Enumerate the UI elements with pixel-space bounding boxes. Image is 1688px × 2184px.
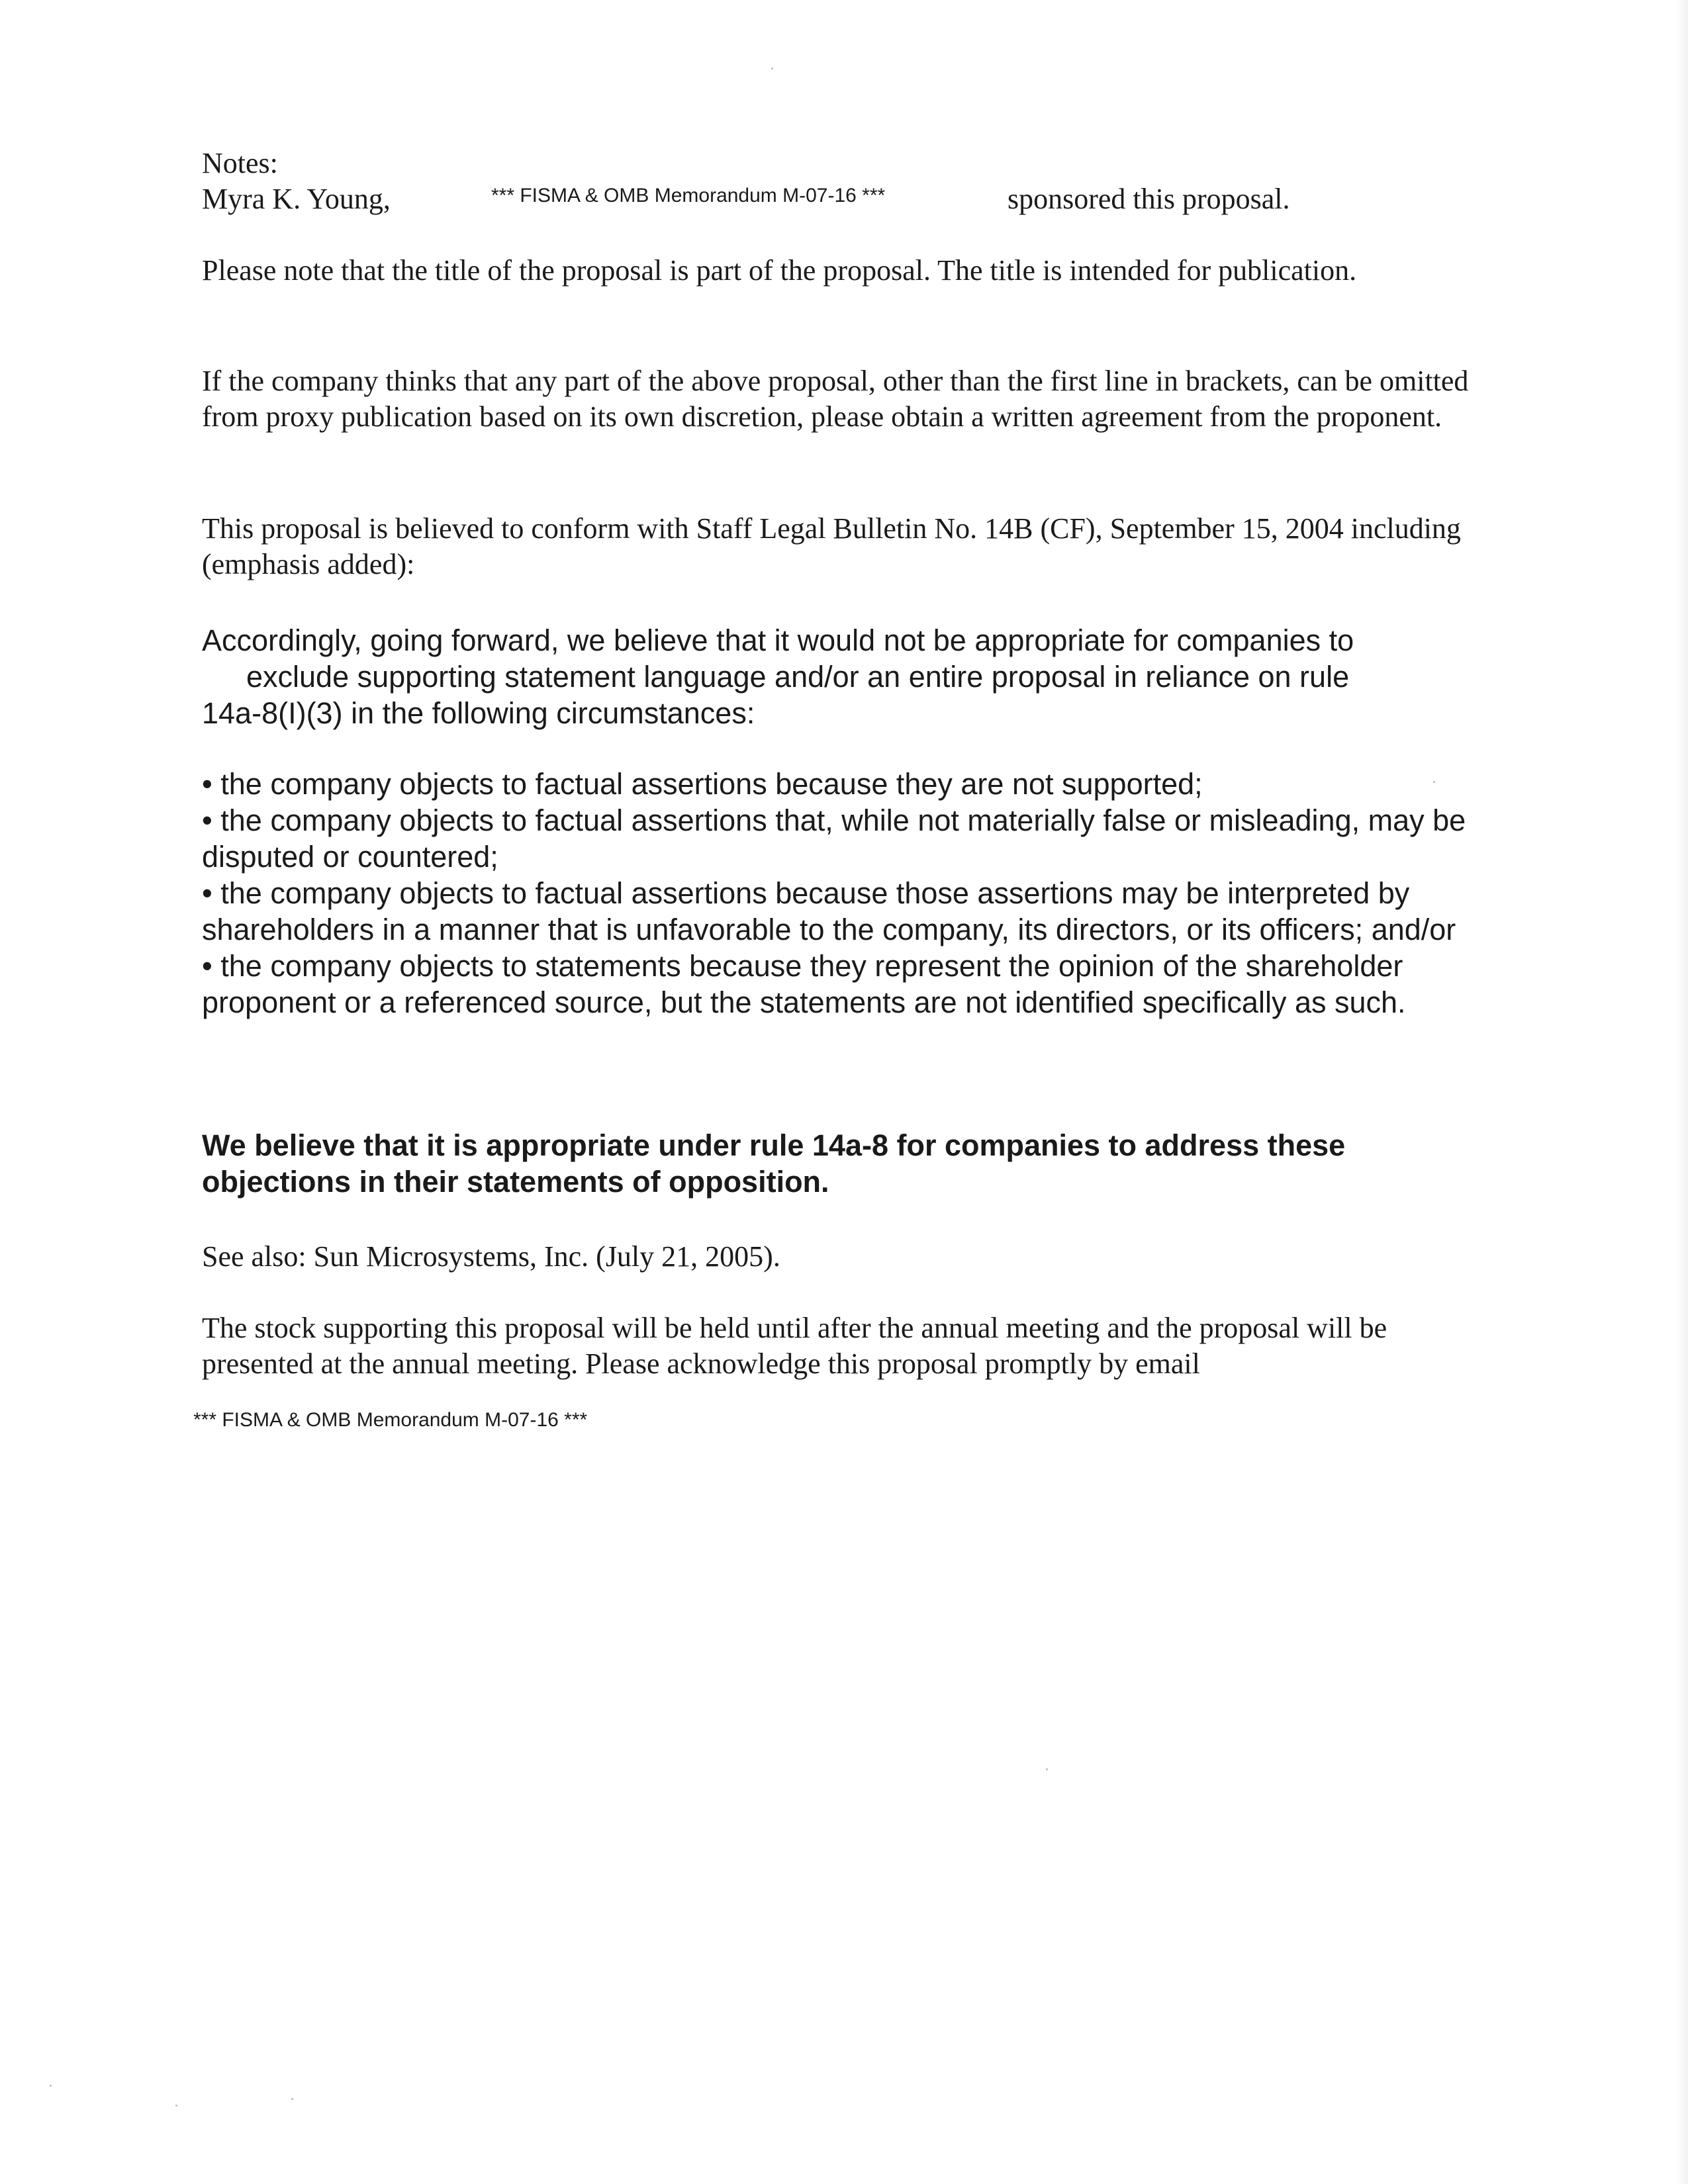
title-note-paragraph: Please note that the title of the proposal is part of the proposal. The title is intended for publication. <box>202 254 1357 287</box>
omission-paragraph: If the company thinks that any part of the above proposal, other than the first line in brackets, can be omitted from proxy publication based on its own discretion, please obtain a written agreement from the proponent. <box>202 365 1469 433</box>
conform-paragraph: This proposal is believed to conform with Staff Legal Bulletin No. 14B (CF), September 15, 2004 including (emphasis added): <box>202 512 1461 580</box>
bullet-item: • the company objects to factual assertions that, while not materially false or misleading, may be disputed or countered; <box>202 803 1466 874</box>
scan-speck <box>1433 781 1435 783</box>
sponsor-suffix: sponsored this proposal. <box>1008 183 1290 215</box>
scan-speck <box>291 2098 293 2100</box>
bullet-item: • the company objects to factual assertions because they are not supported; <box>202 767 1203 801</box>
emphasis-statement: We believe that it is appropriate under rule 14a-8 for companies to address these objections in their statements of opposition. <box>202 1128 1346 1199</box>
bullet-item: • the company objects to statements because they represent the opinion of the shareholder proponent or a referenced source, but the statements are not identified specifically as such. <box>202 949 1406 1019</box>
scan-speck <box>1046 1768 1048 1770</box>
quote-intro-line-3: 14a-8(I)(3) in the following circumstances: <box>202 696 755 730</box>
quote-intro-line-2: exclude supporting statement language and/or an entire proposal in reliance on rule <box>246 660 1350 694</box>
bullet-item: • the company objects to factual assertions because those assertions may be interpreted by shareholders in a manner that is unfavorable to the company, its directors, or its officers; and/or <box>202 876 1456 946</box>
scan-speck <box>771 68 773 69</box>
page-edge-shadow <box>1676 0 1688 2184</box>
sponsor-name: Myra K. Young, <box>202 183 391 215</box>
notes-label: Notes: <box>202 147 278 179</box>
footer-redaction: *** FISMA & OMB Memorandum M-07-16 *** <box>193 1409 588 1431</box>
quote-intro-line-1: Accordingly, going forward, we believe that it would not be appropriate for companies to <box>202 623 1354 657</box>
bullet-list <box>202 766 1479 1021</box>
sponsor-redaction: *** FISMA & OMB Memorandum M-07-16 *** <box>491 185 886 206</box>
closing-paragraph: The stock supporting this proposal will be held until after the annual meeting and the proposal will be presented at the annual meeting. Please acknowledge this proposal promptly by email <box>202 1312 1387 1380</box>
scan-speck <box>175 2105 177 2107</box>
see-also-line: See also: Sun Microsystems, Inc. (July 21, 2005). <box>202 1240 780 1273</box>
scan-speck <box>50 2085 52 2087</box>
